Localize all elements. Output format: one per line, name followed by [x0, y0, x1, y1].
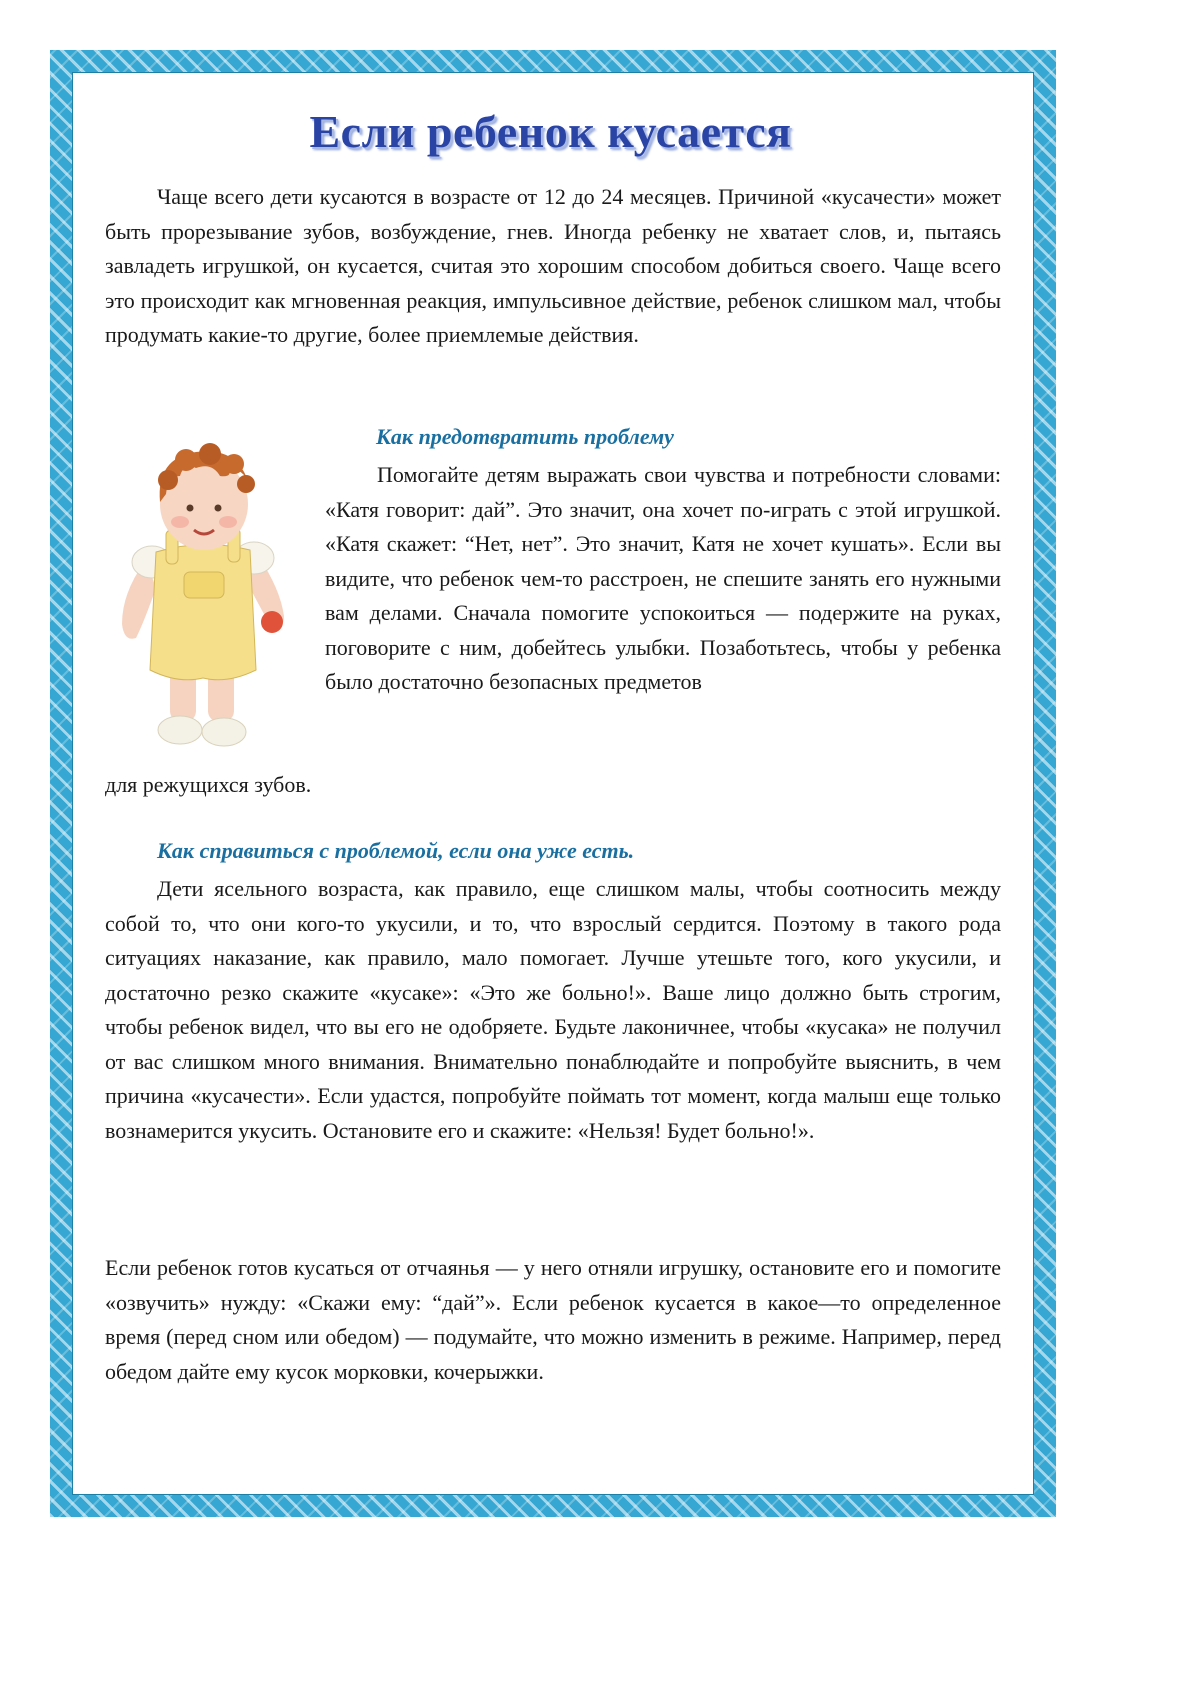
section-handle-paragraph-1: Дети ясельного возраста, как правило, еще слишком малы, чтобы соотносить между собой то, что они кого-то укусили, и то, что взрослый сердится. Поэтому в такого рода ситуациях наказание, как правило, мало помогает. Лучше утешьте того, кого укусили, и достаточно резко скажите «кусаке»: «Это же больно!». Ваше лицо должно быть строгим, чтобы ребенок видел, что вы его не одобряете. Будьте лаконичнее, чтобы «кусака» не получил от вас слишком много внимания. Внимательно понаблюдайте и попробуйте выяснить, в чем причина «кусачести». Если удастся, попробуйте поймать тот момент, когда малыш еще только вознамерится укусить. Остановите его и скажите: «Нельзя! Будет больно!».	[105, 876, 1001, 1143]
section-heading-handle: Как справиться с проблемой, если она уже есть.	[157, 838, 635, 863]
section-heading-prevent: Как предотвратить проблему	[376, 424, 674, 449]
page-title: Если ребенок кусается	[309, 106, 792, 157]
section-prevent-text: Помогайте детям выражать свои чувства и потребности словами: «Катя говорит: дай”. Это значит, она хочет по-играть с этой игрушкой. «Катя скажет: “Нет, нет”. Это значит, Катя не хочет кушать». Если вы видите, что ребенок чем-то расстроен, не спешите занять его нужными вам делами. Сначала помогите успокоиться — подержите на руках, поговорите с ним, добейтесь улыбки. Позаботьтесь, чтобы у ребенка было достаточно безопасных предметов	[325, 462, 1001, 694]
intro-paragraph: Чаще всего дети кусаются в возрасте от 12 до 24 месяцев. Причиной «кусачести» может быть прорезывание зубов, возбуждение, гнев. Иногда ребенку не хватает слов, и, пытаясь завладеть игрушкой, он кусается, считая это хорошим способом добиться своего. Чаще всего это происходит как мгновенная реакция, импульсивное действие, ребенок слишком мал, чтобы продумать какие-то другие, более приемлемые действия.	[105, 184, 1001, 347]
section-prevent-continuation: для режущихся зубов.	[105, 772, 312, 797]
toddler-illustration	[108, 432, 298, 754]
section-handle-paragraph-2: Если ребенок готов кусаться от отчаянья — у него отняли игрушку, остановите его и помогите «озвучить» нужду: «Скажи ему: “дай”». Если ребенок кусается в какое—то определенное время (перед сном или обедом) — подумайте, что можно изменить в режиме. Например, перед обедом дайте ему кусок морковки, кочерыжки.	[105, 1255, 1001, 1384]
